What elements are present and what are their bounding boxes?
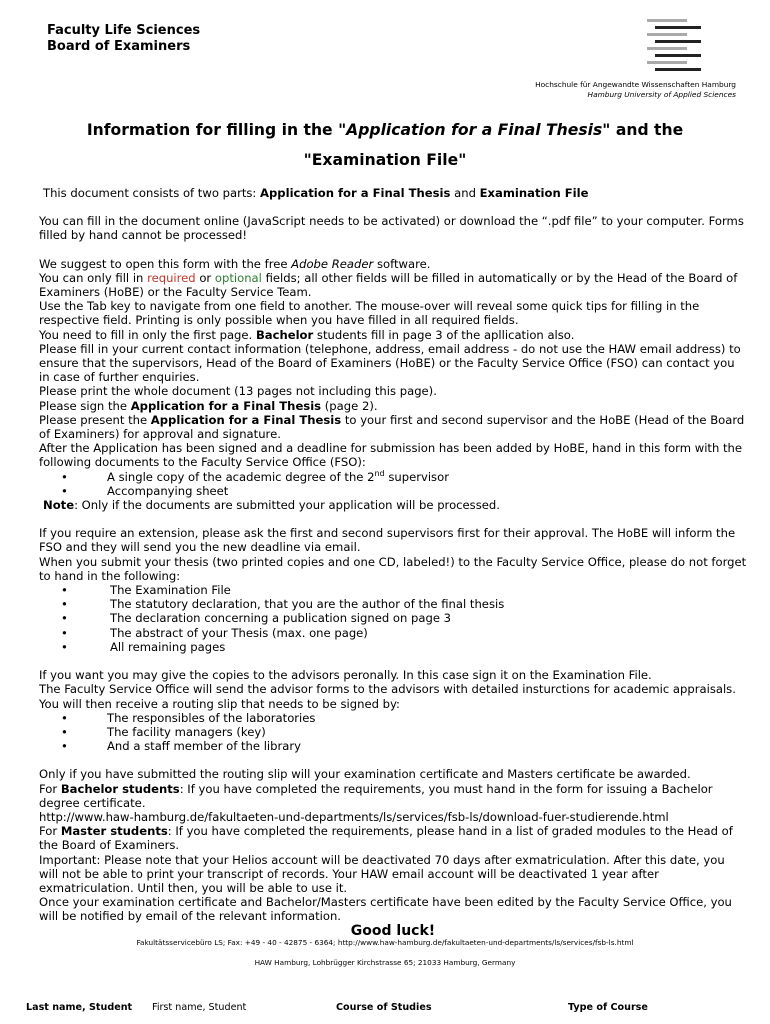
important-paragraph: Important: Please note that your Helios account will be deactivated 70 days after exmatriculation. After this date, you will not be able to print your transcript of records. Your HAW email account will be deactivated 1 year after exmatriculation. Until then, you will be able to use it. <box>39 852 725 895</box>
list-item-text: The Examination File <box>110 583 231 598</box>
note-label: Note <box>43 498 75 513</box>
print-paragraph: Please print the whole document (13 pages not including this page). <box>39 384 437 399</box>
list-item-text: The abstract of your Thesis (max. one page) <box>110 625 368 640</box>
adobe-reader-name: Adobe Reader <box>291 256 374 271</box>
required-label: required <box>147 270 196 285</box>
page-title-line2: "Examination File" <box>303 151 467 169</box>
first-name-label: First name, Student <box>152 1002 247 1013</box>
title-application: "Application for a Final Thesis" <box>338 121 611 139</box>
sign-application: Application for a Final Thesis <box>130 398 322 413</box>
note-text: : Only if the documents are submitted your application will be processed. <box>74 498 500 513</box>
list-item-text: And a staff member of the library <box>107 739 302 754</box>
list-item <box>39 583 747 597</box>
board-name: Board of Examiners <box>47 39 191 54</box>
download-url: http://www.haw-hamburg.de/fakultaeten-und-departments/ls/services/fsb-ls/download-fuer-studierende.html <box>39 809 669 824</box>
list-item-text: A single copy of the academic degree of the 2 <box>107 469 375 484</box>
fso-paragraph: The Faculty Service Office will send the advisor forms to the advisors with detailed insturctions for academic appraisals. <box>39 682 736 697</box>
fields-text: You can only fill in <box>39 270 148 285</box>
list-item <box>39 725 747 739</box>
list-item <box>39 626 747 640</box>
bullet-icon: • <box>61 625 68 640</box>
list-item-sup: nd <box>374 468 385 478</box>
master-text-post: : If you have completed the requirements, please hand in a list of graded modules to the Head of the Board of Examiners. <box>39 824 733 853</box>
fields-text-post: fields; all other fields will be filled in automatically or by the Head of the Board of Examiners (HoBE) or the Faculty Service Team. <box>39 270 738 300</box>
present-text: Please present the <box>39 412 151 427</box>
faculty-name: Faculty Life Sciences <box>47 23 201 38</box>
fields-paragraph <box>39 271 747 299</box>
course-type-label: Type of Course <box>568 1002 648 1013</box>
bachelor-text: For <box>39 781 61 796</box>
bullet-icon: • <box>61 639 68 654</box>
bachelor-text-post: : If you have completed the requirements, you must hand in the form for issuing a Bachelor degree certificate. <box>39 781 713 810</box>
bachelor-students-label: Bachelor students <box>60 781 180 796</box>
tab-paragraph: Use the Tab key to navigate from one field to another. The mouse-over will reveal some quick tips for filling in the respective field. Printing is only possible when you have filled in all required fields. <box>39 299 700 328</box>
list-item-text: The responsibles of the laboratories <box>107 710 316 725</box>
reader-text: We suggest to open this form with the free <box>39 256 292 271</box>
bullet-icon: • <box>61 469 68 484</box>
bachelor-label: Bachelor <box>255 327 314 342</box>
list-item <box>39 739 747 753</box>
master-students-label: Master students <box>60 824 168 839</box>
university-name-en: Hamburg University of Applied Sciences <box>587 90 736 99</box>
master-paragraph <box>39 824 747 852</box>
haw-hamburg-logo-icon <box>645 19 701 71</box>
document-body <box>39 186 747 938</box>
bullet-icon: • <box>61 739 68 754</box>
list-item-text: The statutory declaration, that you are the author of the final thesis <box>110 597 505 612</box>
title-post: and the <box>610 121 684 139</box>
list-item <box>39 611 747 625</box>
list-item-text-post: supervisor <box>384 469 449 484</box>
first-page-paragraph <box>39 328 747 342</box>
university-name <box>535 80 736 100</box>
master-text: For <box>39 824 61 839</box>
note <box>39 498 747 512</box>
bullet-icon: • <box>61 483 68 498</box>
reader-paragraph <box>39 257 747 271</box>
bachelor-paragraph <box>39 782 747 810</box>
last-name-label: Last name, Student <box>26 1002 133 1013</box>
footer-contact: Fakultätsservicebüro LS; Fax: +49 - 40 - 42875 - 6364; http://www.haw-hamburg.de/fakultaeten-und-departments/ls/services/fsb-ls.html <box>136 938 634 947</box>
intro <box>39 186 747 200</box>
reader-text-post: software. <box>373 256 431 271</box>
contact-paragraph: Please fill in your current contact information (telephone, address, email address - do not use the HAW email address) to ensure that the supervisors, Head of the Board of Examiners (HoBE) or the Faculty Service Office (FSO) can contact you in case of further enquiries. <box>39 341 741 385</box>
list-item <box>39 711 747 725</box>
fields-or: or <box>195 270 215 285</box>
intro-and: and <box>450 186 480 200</box>
list-item <box>39 597 747 611</box>
sign-text-post: (page 2). <box>321 398 378 413</box>
optional-label: optional <box>214 270 262 285</box>
course-label: Course of Studies <box>336 1002 432 1013</box>
bullet-icon: • <box>61 583 68 598</box>
bullet-icon: • <box>61 597 68 612</box>
list-item-text: Accompanying sheet <box>107 483 229 498</box>
university-name-de: Hochschule für Angewandte Wissenschaften Hamburg <box>535 80 736 89</box>
fill-paragraph: You can fill in the document online (JavaScript needs to be activated) or download the “.pdf file” to your computer. Forms filled by hand cannot be processed! <box>39 214 744 243</box>
submit-paragraph: When you submit your thesis (two printed copies and one CD, labeled!) to the Faculty Service Office, please do not forget to hand in the following: <box>39 554 747 583</box>
sign-paragraph <box>39 399 747 413</box>
faculty-header <box>47 23 200 55</box>
footer-address: HAW Hamburg, Lohbrügger Kirchstrasse 65; 21033 Hamburg, Germany <box>254 958 516 967</box>
list-item <box>39 470 747 484</box>
routing-paragraph: You will then receive a routing slip that needs to be signed by: <box>39 696 400 711</box>
only-paragraph: Only if you have submitted the routing slip will your examination certificate and Masters certificate be awarded. <box>39 767 691 782</box>
intro-part1: Application for a Final Thesis <box>260 186 451 200</box>
present-text-post: to your first and second supervisor and the HoBE (Head of the Board of Examiners) for approval and signature. <box>39 412 745 442</box>
sign-text: Please sign the <box>39 398 131 413</box>
list-item-text: The facility managers (key) <box>107 724 266 739</box>
list-item <box>39 484 747 498</box>
intro-part2: Examination File <box>479 186 589 200</box>
bullet-icon: • <box>61 611 68 626</box>
extension-paragraph: If you require an extension, please ask the first and second supervisors first for their approval. The HoBE will inform the FSO and they will send you the new deadline via email. <box>39 526 736 555</box>
copies-paragraph: If you want you may give the copies to the advisors peronally. In this case sign it on the Examination File. <box>39 668 652 683</box>
once-paragraph: Once your examination certificate and Bachelor/Masters certificate have been edited by the Faculty Service Office, you will be notified by email of the relevant information. <box>39 895 732 924</box>
present-application: Application for a Final Thesis <box>150 412 342 427</box>
page-title <box>0 121 770 139</box>
title-pre: Information for filling in the <box>86 121 339 139</box>
list-item-text: All remaining pages <box>110 639 226 654</box>
present-paragraph <box>39 413 747 441</box>
list-item-text: The declaration concerning a publication signed on page 3 <box>110 611 452 626</box>
list-item <box>39 640 747 654</box>
after-paragraph: After the Application has been signed and a deadline for submission has been added by HoBE, hand in this form with the following documents to the Faculty Service Office (FSO): <box>39 441 743 470</box>
bullet-icon: • <box>61 710 68 725</box>
first-page-text: You need to fill in only the first page. <box>39 327 256 342</box>
first-page-text-post: students fill in page 3 of the apllication also. <box>313 327 575 342</box>
bullet-icon: • <box>61 724 68 739</box>
intro-text: This document consists of two parts: <box>43 186 261 200</box>
good-luck: Good luck! <box>350 922 436 939</box>
